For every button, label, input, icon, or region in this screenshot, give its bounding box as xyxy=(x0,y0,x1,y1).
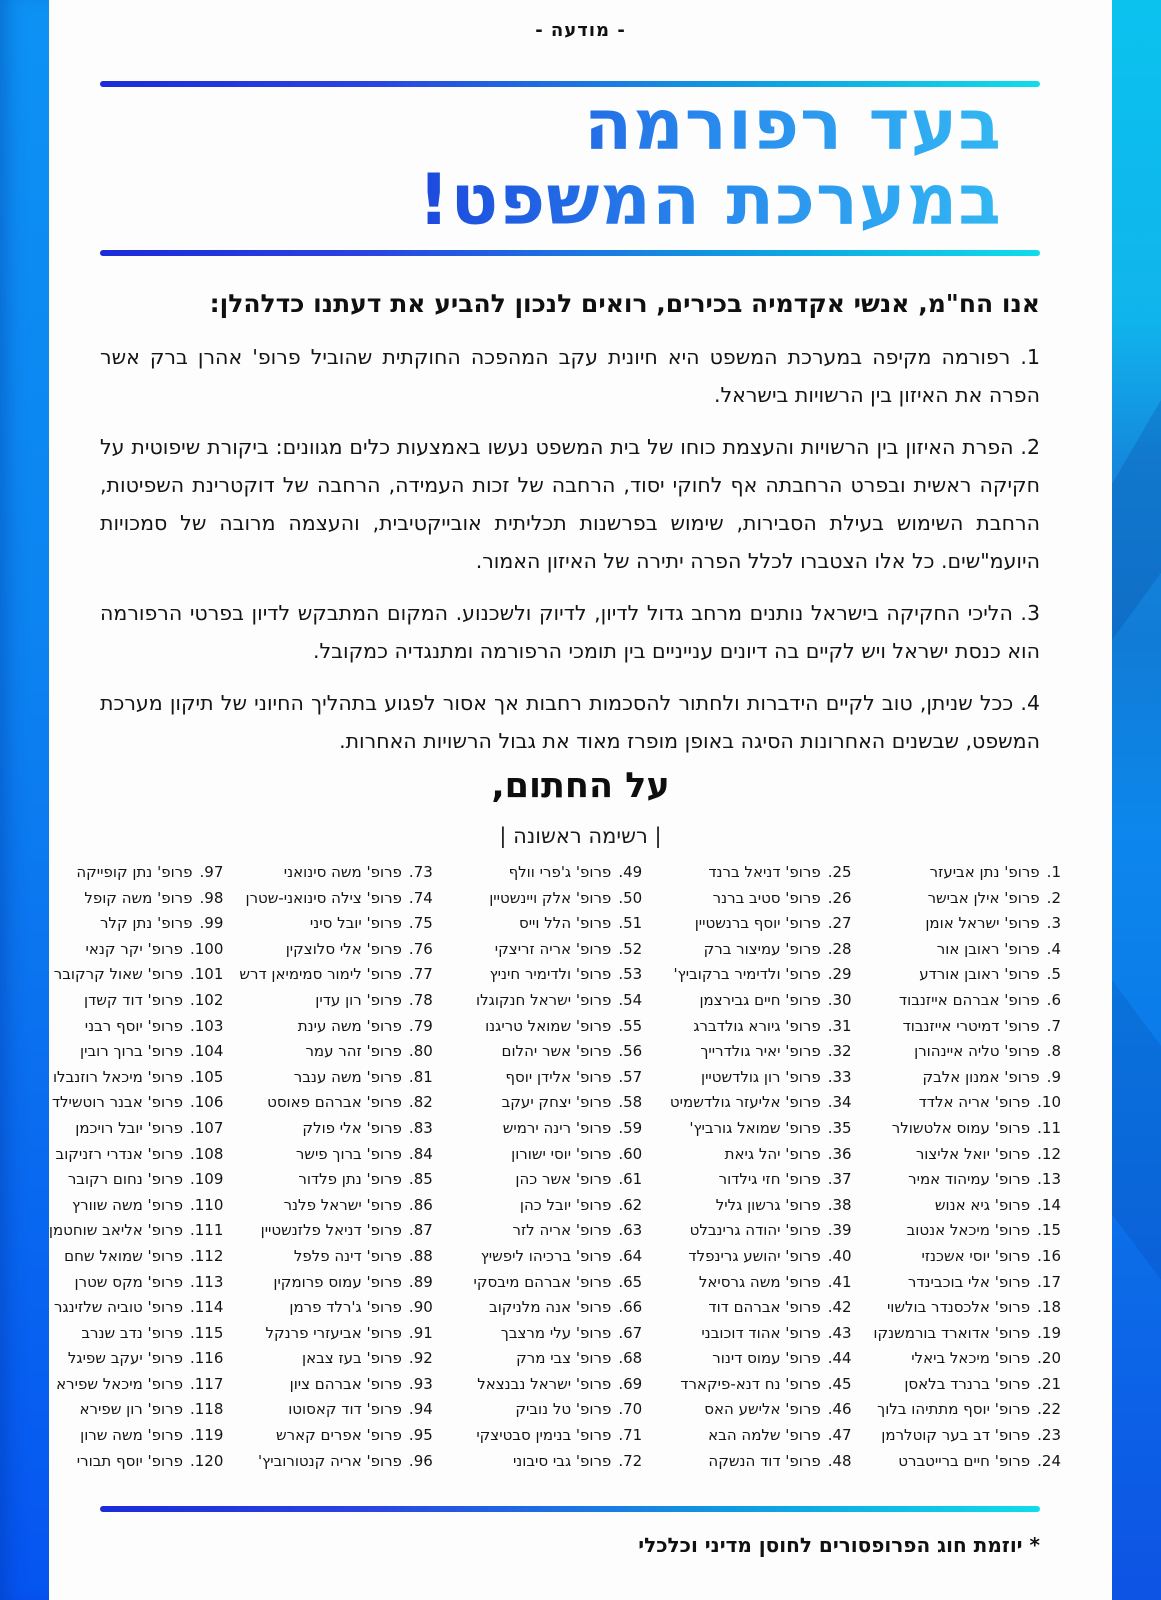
signatory-item: 3.פרופ' ישראל אומן xyxy=(925,914,1061,933)
signatory-item: 52.פרופ' אריה זריצקי xyxy=(494,939,643,958)
signatory-item: 118.פרופ' רון שפירא xyxy=(79,1400,224,1419)
signatory-column xyxy=(443,860,642,1474)
signatory-item: 17.פרופ' אלי בוכבינדר xyxy=(907,1272,1061,1291)
signatory-column xyxy=(862,860,1061,1474)
signature-heading: על החתום, xyxy=(491,766,670,806)
signatory-item: 109.פרופ' נחום רקובר xyxy=(67,1170,224,1189)
notice-tag: - מודעה - xyxy=(535,20,626,41)
signatory-item: 99.פרופ' נתן קלר xyxy=(99,914,224,933)
signatory-item: 56.פרופ' אשר יהלום xyxy=(501,1042,643,1061)
signatory-item: 38.פרופ' גרשון גליל xyxy=(715,1195,852,1214)
signatory-item: 111.פרופ' אליאב שוחטמן xyxy=(48,1221,224,1240)
signatory-item: 39.פרופ' יהודה גרינבלט xyxy=(689,1221,852,1240)
signatory-item: 36.פרופ' יהל גיאת xyxy=(724,1144,852,1163)
wave-shape-icon xyxy=(1112,400,1161,640)
signatory-item: 10.פרופ' אריה אלדד xyxy=(918,1093,1061,1112)
signatory-item: 100.פרופ' יקר קנאי xyxy=(85,939,224,958)
signatory-item: 6.פרופ' אברהם אייזנבוד xyxy=(898,990,1061,1009)
signatory-item: 92.פרופ' בעז צבאן xyxy=(302,1349,433,1368)
signatory-column xyxy=(24,860,223,1474)
signatory-item: 116.פרופ' יעקב שפיגל xyxy=(67,1349,224,1368)
signatory-item: 73.פרופ' משה סינואני xyxy=(283,863,433,881)
signatory-item: 70.פרופ' טל נוביק xyxy=(515,1400,643,1419)
signatory-item: 27.פרופ' יוסף ברנשטיין xyxy=(694,914,852,933)
signatory-item: 69.פרופ' ישראל נבנצאל xyxy=(477,1374,643,1393)
paragraph-3: 3. הליכי החקיקה בישראל נותנים מרחב גדול לדיון, לדיוק ולשכנוע. המקום המתבקש לדיון בפרטי הרפורמה הוא כנסת ישראל ויש לקיים בה דיונים ענייניים בין תומכי הרפורמה ומתנגדיה כמקובל. xyxy=(100,601,1040,663)
signatory-item: 79.פרופ' משה עינת xyxy=(297,1016,433,1035)
signatory-item: 117.פרופ' מיכאל שפירא xyxy=(56,1374,224,1393)
signatory-column xyxy=(233,860,432,1474)
signatory-item: 47.פרופ' שלמה הבא xyxy=(708,1426,852,1445)
signatory-item: 40.פרופ' יהושע גרינפלד xyxy=(688,1246,852,1265)
signatory-item: 18.פרופ' אלכסנדר בולשוי xyxy=(886,1298,1061,1317)
signatory-item: 41.פרופ' משה גרסיאל xyxy=(698,1272,852,1291)
signatory-item: 23.פרופ' דב בער קוטלרמן xyxy=(881,1426,1061,1445)
signatory-item: 85.פרופ' נתן פלדור xyxy=(298,1170,433,1189)
signatory-item: 30.פרופ' חיים גבירצמן xyxy=(699,990,852,1009)
signatory-item: 67.פרופ' עלי מרצבך xyxy=(500,1323,643,1342)
signatory-item: 87.פרופ' דניאל פלזנשטיין xyxy=(260,1221,433,1240)
signatory-item: 61.פרופ' אשר כהן xyxy=(515,1170,643,1189)
signatory-item: 107.פרופ' יובל רויכמן xyxy=(75,1118,224,1137)
signatory-item: 24.פרופ' חיים ברייטברט xyxy=(898,1451,1061,1470)
signatory-item: 112.פרופ' שמואל שחם xyxy=(64,1246,224,1265)
paragraph-1: 1. רפורמה מקיפה במערכת המשפט היא חיונית עקב המהפכה החוקתית שהוביל פרופ' אהרן ברק אשר הפרה את האיזון בין הרשויות בישראל. xyxy=(100,345,1040,407)
signatory-item: 102.פרופ' דוד קשדן xyxy=(83,990,224,1009)
signatory-item: 68.פרופ' צבי מרק xyxy=(516,1349,643,1368)
signatory-item: 49.פרופ' ג'פרי וולף xyxy=(508,863,643,881)
signatory-item: 114.פרופ' טוביה שלזינגר xyxy=(54,1298,224,1317)
paragraph-2: 2. הפרת האיזון בין הרשויות והעצמת כוחו של בית המשפט נעשו באמצעות כלים מגוונים: ביקורת שיפוטית על חקיקה ראשית ובפרט הרחבתה אף לחוקי יסוד, הרחבה של זכות העמידה, הרחבה של דוקטרינת השפיטות, הרחבת השימוש בעילת הסבירות, שימוש בפרשנות תכליתית אובייקטיבית, והעצמה מרובה של סמכויות היועמ"שים. כל אלו הצטברו לכלל הפרה יתירה של האיזון האמור. xyxy=(100,435,1040,573)
signatory-item: 42.פרופ' אברהם דוד xyxy=(708,1298,852,1317)
signatory-item: 2.פרופ' אילן אבישר xyxy=(927,888,1061,907)
page-title xyxy=(417,84,1002,241)
signatory-item: 93.פרופ' אברהם ציון xyxy=(289,1374,433,1393)
signatory-item: 4.פרופ' ראובן אור xyxy=(936,939,1061,958)
signatory-item: 83.פרופ' אלי פולק xyxy=(302,1118,433,1137)
signatory-item: 94.פרופ' דוד קאסוטו xyxy=(288,1400,433,1419)
signatory-item: 37.פרופ' חזי גילדור xyxy=(718,1170,852,1189)
signatory-item: 16.פרופ' יוסי אשכנזי xyxy=(921,1246,1061,1265)
signatory-item: 72.פרופ' גבי סיבוני xyxy=(512,1451,643,1470)
signatory-item: 13.פרופ' עמיהוד אמיר xyxy=(908,1170,1061,1189)
signatory-item: 115.פרופ' נדב שנרב xyxy=(81,1323,224,1342)
divider-mid xyxy=(100,250,1040,256)
signatory-item: 77.פרופ' לימור סמימיאן דרש xyxy=(239,965,433,984)
signatory-item: 35.פרופ' שמואל גורביץ' xyxy=(689,1118,852,1137)
signatory-item: 64.פרופ' ברכיהו ליפשיץ xyxy=(480,1246,643,1265)
signatory-item: 57.פרופ' אלידן יוסף xyxy=(505,1067,643,1086)
signatory-item: 110.פרופ' משה שוורץ xyxy=(72,1195,224,1214)
signatory-item: 53.פרופ' ולדימיר חיניץ xyxy=(489,965,643,984)
signatory-item: 21.פרופ' ברנרד בלאסן xyxy=(904,1374,1061,1393)
signatory-item: 101.פרופ' שאול קרקובר xyxy=(53,965,224,984)
signatory-item: 43.פרופ' אהוד דוכובני xyxy=(701,1323,852,1342)
signatory-item: 60.פרופ' יוסי ישורון xyxy=(511,1144,643,1163)
signatory-item: 9.פרופ' אמנון אלבק xyxy=(922,1067,1061,1086)
signatory-item: 1.פרופ' נתן אביעזר xyxy=(929,863,1061,881)
signatory-item: 14.פרופ' גיא אנוש xyxy=(934,1195,1061,1214)
signatory-item: 106.פרופ' אבנר רוטשילד xyxy=(51,1093,224,1112)
signatory-item: 50.פרופ' אלק ויינשטיין xyxy=(489,888,643,907)
signatory-item: 108.פרופ' אנדרי רזניקוב xyxy=(55,1144,224,1163)
signatory-item: 34.פרופ' אליעזר גולדשמיט xyxy=(669,1093,852,1112)
signatory-item: 46.פרופ' אלישע האס xyxy=(704,1400,852,1419)
signatory-item: 105.פרופ' מיכאל רוזנבלו xyxy=(52,1067,224,1086)
signatory-item: 65.פרופ' אברהם מיבסקי xyxy=(473,1272,643,1291)
signatory-item: 78.פרופ' רון עדין xyxy=(315,990,433,1009)
signatory-item: 95.פרופ' אפרים קארש xyxy=(276,1426,433,1445)
signatory-item: 55.פרופ' שמואל טריגנו xyxy=(485,1016,643,1035)
title-line-2: במערכת המשפט! xyxy=(417,159,1002,241)
signatory-item: 48.פרופ' דוד הנשקה xyxy=(708,1451,852,1470)
signatory-item: 62.פרופ' יובל כהן xyxy=(519,1195,643,1214)
signatory-item: 12.פרופ' יואל אליצור xyxy=(915,1144,1061,1163)
signatory-item: 58.פרופ' יצחק יעקב xyxy=(501,1093,643,1112)
signatory-item: 29.פרופ' ולדימיר ברקוביץ' xyxy=(673,965,852,984)
list-label: | רשימה ראשונה | xyxy=(499,824,662,848)
signatory-item: 22.פרופ' יוסף מתתיהו בלוך xyxy=(877,1400,1061,1419)
body-paragraphs xyxy=(100,338,1040,774)
signatory-item: 8.פרופ' טליה איינהורן xyxy=(914,1042,1061,1061)
signatory-item: 31.פרופ' גיורא גולדברג xyxy=(693,1016,852,1035)
signatory-item: 88.פרופ' דינה פלפל xyxy=(293,1246,433,1265)
title-line-1: בעד רפורמה xyxy=(584,84,1002,166)
signatory-item: 76.פרופ' אלי סלוצקין xyxy=(285,939,433,958)
signatory-item: 120.פרופ' יוסף תבורי xyxy=(76,1451,224,1470)
signatory-item: 96.פרופ' אריה קנטורוביץ' xyxy=(258,1451,433,1470)
paragraph-4: 4. ככל שניתן, טוב לקיים הידברות ולחתור להסכמות רחבות אך אסור לפגוע בתהליך החיוני של תיקון מערכת המשפט, שבשנים האחרונות הסיגה באופן מופרז מאוד את גבול הרשויות האחרות. xyxy=(100,691,1040,753)
signatory-item: 25.פרופ' דניאל ברנד xyxy=(708,863,852,881)
signatory-item: 44.פרופ' עמוס דינור xyxy=(712,1349,852,1368)
right-decoration-band xyxy=(1112,0,1161,1600)
signatory-item: 45.פרופ' נח דנא-פיקארד xyxy=(680,1374,852,1393)
signatory-item: 19.פרופ' אדוארד בורמשנקו xyxy=(873,1323,1061,1342)
signatory-item: 89.פרופ' עמוס פרומקין xyxy=(273,1272,433,1291)
signatory-item: 71.פרופ' בנימין סבטיצקי xyxy=(476,1426,643,1445)
signatory-item: 51.פרופ' הלל וייס xyxy=(518,914,643,933)
signatory-item: 104.פרופ' ברוך רובין xyxy=(80,1042,224,1061)
signatory-item: 33.פרופ' רון גולדשטיין xyxy=(700,1067,852,1086)
signatory-column xyxy=(652,860,851,1474)
signatories-grid xyxy=(24,860,1061,1474)
signatory-item: 91.פרופ' אביעזרי פרנקל xyxy=(265,1323,433,1342)
signatory-item: 11.פרופ' עמוס אלטשולר xyxy=(891,1118,1061,1137)
divider-bottom xyxy=(100,1506,1040,1512)
signatory-item: 5.פרופ' ראובן אורדע xyxy=(919,965,1061,984)
intro-heading: אנו הח"מ, אנשי אקדמיה בכירים, רואים לנכון להביע את דעתנו כדלהלן: xyxy=(209,289,1040,318)
signatory-item: 119.פרופ' משה שרון xyxy=(80,1426,224,1445)
signatory-item: 26.פרופ' סטיב ברנר xyxy=(712,888,852,907)
signatory-item: 80.פרופ' זהר עמר xyxy=(305,1042,433,1061)
signatory-item: 103.פרופ' יוסף רבני xyxy=(84,1016,224,1035)
signatory-item: 28.פרופ' עמיצור ברק xyxy=(703,939,852,958)
signatory-item: 75.פרופ' יובל סיני xyxy=(309,914,433,933)
signatory-item: 32.פרופ' יאיר גולדרייך xyxy=(700,1042,852,1061)
signatory-item: 54.פרופ' ישראל חנקוגלו xyxy=(476,990,643,1009)
signatory-item: 113.פרופ' מקס שטרן xyxy=(74,1272,224,1291)
signatory-item: 84.פרופ' ברוך פישר xyxy=(295,1144,433,1163)
wave-shape-icon xyxy=(1112,980,1161,1280)
signatory-item: 74.פרופ' צילה סינואני-שטרן xyxy=(245,888,433,907)
signatory-item: 15.פרופ' מיכאל אנטוב xyxy=(906,1221,1061,1240)
signatory-item: 81.פרופ' משה ענבר xyxy=(293,1067,433,1086)
signatory-item: 98.פרופ' משה קופל xyxy=(84,888,224,907)
signatory-item: 59.פרופ' רינה ירמיש xyxy=(502,1118,643,1137)
signatory-item: 66.פרופ' אנה מלניקוב xyxy=(489,1298,643,1317)
footnote: * יוזמת חוג הפרופסורים לחוסן מדיני וכלכלי xyxy=(638,1533,1040,1557)
signatory-item: 86.פרופ' ישראל פלנר xyxy=(283,1195,433,1214)
signatory-item: 82.פרופ' אברהם פאוסט xyxy=(267,1093,433,1112)
signatory-item: 97.פרופ' נתן קופייקה xyxy=(76,863,224,881)
signatory-item: 90.פרופ' ג'רלד פרמן xyxy=(289,1298,433,1317)
signatory-item: 20.פרופ' מיכאל ביאלי xyxy=(911,1349,1061,1368)
signatory-item: 7.פרופ' דמיטרי אייזנבוד xyxy=(902,1016,1061,1035)
signatory-item: 63.פרופ' אריה לזר xyxy=(512,1221,643,1240)
